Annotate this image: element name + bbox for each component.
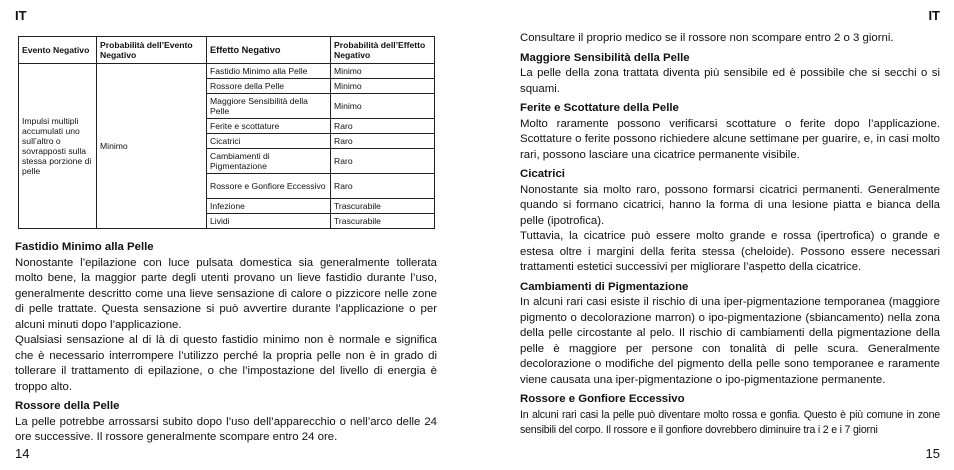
section-heading: Ferite e Scottature della Pelle (520, 102, 679, 114)
side-effects-table (18, 36, 435, 229)
section-heading: Fastidio Minimo alla Pelle (15, 241, 154, 253)
paragraph: In alcuni rari casi esiste il rischio di una iper-pigmentazione temporanea (maggiore pigmento o decolorazione marron) o ipo-pigmentazione (sbiancamento) nella zona della pelle circostante al pelo. Il rischio di cambiamenti della pigmentazione della pelle è maggiore per persone con tonalità di pelle scura. Generalmente decolorazione o modifiche del pigmento della pelle sono temporanee e raramente viene causata una iper-pigmentazione o ipo-pigmentazione permanente. (520, 296, 940, 386)
table-row (19, 64, 435, 79)
section-heading: Maggiore Sensibilità della Pelle (520, 51, 690, 64)
paragraph: Nonostante sia molto raro, possono formarsi cicatrici permanenti. Generalmente quando si formano cicatrici, hanno la forma di una lesione piatta e bianca della pelle (ipotrofica). (520, 183, 940, 227)
paragraph: La pelle potrebbe arrossarsi subito dopo l’uso dell’apparecchio o nell’arco delle 24 ore successive. Il rossore generalmente scompare entro 24 ore. (15, 415, 437, 443)
paragraph: Qualsiasi sensazione al di là di questo fastidio minimo non è normale e significa che è necessario interrompere l’utilizzo perché la propria pelle non è in grado di tollerare il trattamento di epilazione, o che l’impostazione del livello di energia è troppo alto. (15, 334, 437, 393)
effect-probability-cell: Raro (331, 174, 435, 199)
effect-probability-cell: Trascurabile (331, 199, 435, 214)
effect-probability-cell: Minimo (331, 64, 435, 79)
page-number: 15 (925, 446, 940, 461)
language-label: IT (15, 8, 27, 23)
page-number: 14 (15, 446, 30, 461)
effect-cell: Cicatrici (207, 134, 331, 149)
section-heading: Rossore della Pelle (15, 400, 120, 412)
effect-probability-cell: Trascurabile (331, 214, 435, 229)
effect-cell: Ferite e scottature (207, 119, 331, 134)
paragraph: Consultare il proprio medico se il rossore non scompare entro 2 o 3 giorni. (520, 32, 894, 44)
right-body-text (520, 31, 940, 439)
left-body-text (15, 240, 437, 446)
effect-cell: Maggiore Sensibilità della Pelle (207, 94, 331, 119)
paragraph: Molto raramente possono verificarsi scottature o ferite dopo l’applicazione. Scottature o ferite possono richiedere alcune settimane per guarire, e, in casi molto rari, possono lasciare una cicatrice permanente visibile. (520, 117, 940, 161)
effect-probability-cell: Raro (331, 134, 435, 149)
table-header: Probabilità dell’Evento Negativo (97, 37, 207, 64)
paragraph: La pelle della zona trattata diventa più sensibile ed è possibile che si secchi o si squami. (520, 67, 940, 95)
effect-probability-cell: Minimo (331, 94, 435, 119)
effect-cell: Fastidio Minimo alla Pelle (207, 64, 331, 79)
event-cell: Impulsi multipli accumulati uno sull’altro o sovrapposti sulla stessa porzione di pelle (19, 64, 97, 229)
table-header: Evento Negativo (19, 37, 97, 64)
effect-cell: Cambiamenti di Pigmentazione (207, 149, 331, 174)
table-header-row (19, 37, 435, 64)
section-heading: Cambiamenti di Pigmentazione (520, 280, 689, 293)
effect-probability-cell: Raro (331, 149, 435, 174)
paragraph: In alcuni rari casi la pelle può diventare molto rossa e gonfia. Questo è più comune in zone sensibili del corpo. Il rossore e il gonfiore dovrebbero diminuire tra i 2 e i 7 giorni (520, 408, 940, 436)
paragraph: Nonostante l’epilazione con luce pulsata domestica sia generalmente tollerata molto bene, la maggior parte degli utenti provano un lieve fastidio durante l’uso, generalmente descritto come una lieve sensazione di calore o pizzicore nelle zone di pelle trattate. Questa sensazione si può avvertire durante l’applicazione o per alcuni minuti dopo l’applicazione. (15, 256, 437, 331)
event-probability-cell: Minimo (97, 64, 207, 229)
effect-probability-cell: Minimo (331, 79, 435, 94)
table-header: Effetto Negativo (207, 37, 331, 64)
paragraph: Tuttavia, la cicatrice può essere molto grande e rossa (ipertrofica) o grande e estesa oltre i margini della ferita stessa (cheloide). Possono essere necessari trattamenti estetici successivi per migliorare l’aspetto della cicatrice. (520, 230, 940, 273)
right-page (520, 0, 940, 470)
section-heading: Cicatrici (520, 168, 565, 180)
language-label: IT (928, 8, 940, 23)
effect-cell: Infezione (207, 199, 331, 214)
effect-cell: Rossore della Pelle (207, 79, 331, 94)
table-header: Probabilità dell’Effetto Negativo (331, 37, 435, 64)
effect-cell: Lividi (207, 214, 331, 229)
section-heading: Rossore e Gonfiore Eccessivo (520, 393, 685, 405)
effect-probability-cell: Raro (331, 119, 435, 134)
left-page (15, 0, 437, 470)
effect-cell: Rossore e Gonfiore Eccessivo (207, 174, 331, 199)
